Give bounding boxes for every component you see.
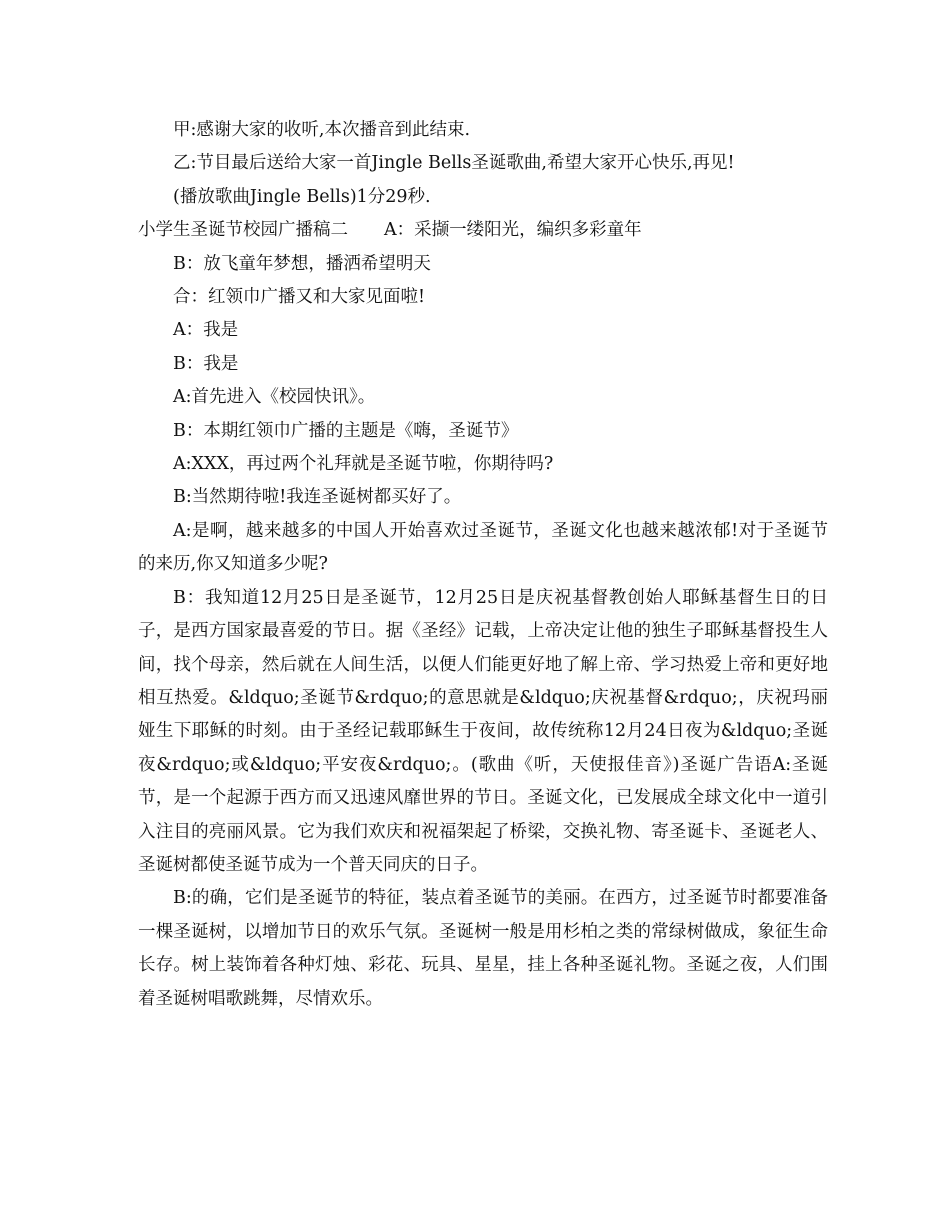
paragraph-b-features: B:的确，它们是圣诞节的特征，装点着圣诞节的美丽。在西方，过圣诞节时都要准备一棵圣诞树，以增加节日的欢乐气氛。圣诞树一般是用杉柏之类的常绿树做成，象征生命长存。树上装饰着各种灯烛、彩花、玩具、星星，挂上各种圣诞礼物。圣诞之夜，人们围着圣诞树唱歌跳舞，尽情欢乐。 — [138, 888, 828, 1009]
paragraph-a-intro: A：我是 — [173, 320, 239, 341]
paragraph-together: 合：红领巾广播又和大家见面啦! — [173, 287, 426, 308]
paragraph-section-two — [138, 214, 828, 247]
paragraph-b-tree: B:当然期待啦!我连圣诞树都买好了。 — [173, 487, 462, 508]
section-title: 小学生圣诞节校园广播稿二 — [138, 220, 348, 241]
paragraph-a-origin: A:是啊，越来越多的中国人开始喜欢过圣诞节，圣诞文化也越来越浓郁!对于圣诞节的来历,你又知道多少呢? — [138, 520, 828, 575]
paragraph-b-dream: B：放飞童年梦想，播洒希望明天 — [173, 253, 431, 274]
paragraph-theme: B：本期红领巾广播的主题是《嗨，圣诞节》 — [173, 420, 519, 441]
paragraph-closing-jia: 甲:感谢大家的收听,本次播音到此结束. — [173, 120, 471, 140]
paragraph-b-history: B：我知道12月25日是圣诞节，12月25日是庆祝基督教创始人耶稣基督生日的日子，是西方国家最喜爱的节日。据《圣经》记载，上帝决定让他的独生子耶稣基督投生人间，找个母亲，然后就在人间生活，以便人们能更好地了解上帝、学习热爱上帝和更好地相互热爱。&ldquo;圣诞节&rdquo;的意思就是&ldquo;庆祝基督&rdquo;，庆祝玛丽娅生下耶稣的时刻。由于圣经记载耶稣生于夜间，故传统称12月24日夜为&ldquo;圣诞夜&rdquo;或&ldquo;平安夜&rdquo;。(歌曲《听，天使报佳音》)圣诞广告语A:圣诞节，是一个起源于西方而又迅速风靡世界的节日。圣诞文化，已发展成全球文化中一道引入注目的亮丽风景。它为我们欢庆和祝福架起了桥梁，交换礼物、寄圣诞卡、圣诞老人、圣诞树都使圣诞节成为一个普天同庆的日子。 — [138, 587, 828, 875]
paragraph-campus-news: A:首先进入《校园快讯》。 — [173, 387, 376, 408]
paragraph-a-question: A:XXX，再过两个礼拜就是圣诞节啦，你期待吗? — [173, 454, 554, 475]
section-first-line: A：采撷一缕阳光，编织多彩童年 — [384, 220, 642, 241]
document-body — [138, 114, 828, 1016]
paragraph-b-intro: B：我是 — [173, 353, 239, 374]
paragraph-closing-yi: 乙:节目最后送给大家一首Jingle Bells圣诞歌曲,希望大家开心快乐,再见! — [173, 153, 735, 174]
paragraph-song-note: (播放歌曲Jingle Bells)1分29秒. — [173, 186, 431, 207]
